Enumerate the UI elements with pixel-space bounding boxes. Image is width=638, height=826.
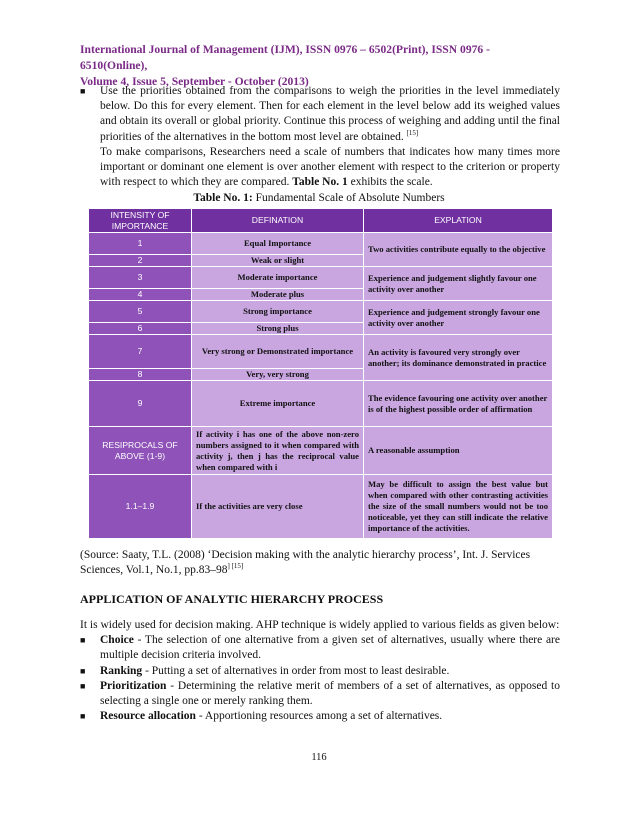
definition-cell: Very, very strong xyxy=(192,369,364,381)
list-item xyxy=(80,633,560,663)
list-item-description: - Apportioning resources among a set of alternatives. xyxy=(198,710,443,723)
journal-header xyxy=(80,42,560,90)
explanation-cell: An activity is favoured very strongly over another; its dominance demonstrated in practice xyxy=(364,335,553,381)
list-item-description: - Determining the relative merit of members of a set of alternatives, as opposed to selecting a single one or merely ranking them. xyxy=(100,679,560,708)
table-row xyxy=(89,427,553,475)
intensity-cell: 6 xyxy=(89,323,192,335)
intensity-cell: 1.1–1.9 xyxy=(89,475,192,539)
definition-cell: If the activities are very close xyxy=(192,475,364,539)
citation-ref: ] [15] xyxy=(227,562,244,571)
list-item xyxy=(80,709,560,724)
explanation-cell: May be difficult to assign the best value but when compared with other contrasting activities the size of the small numbers would not be too noticeable, yet they can still indicate the relative importance of the activities. xyxy=(364,475,553,539)
intro-block xyxy=(80,84,560,190)
intensity-cell: 3 xyxy=(89,267,192,289)
intensity-cell: RESIPROCALS OF ABOVE (1-9) xyxy=(89,427,192,475)
journal-header-line-1: International Journal of Management (IJM), ISSN 0976 – 6502(Print), ISSN 0976 - 6510(Online), xyxy=(80,43,490,72)
definition-cell: Extreme importance xyxy=(192,381,364,427)
table-row xyxy=(89,233,553,255)
list-item-term: Ranking xyxy=(100,664,143,677)
definition-cell: If activity i has one of the above non-zero numbers assigned to it when compared with activity j, then j has the reciprocal value when compared with i xyxy=(192,427,364,475)
definition-cell: Moderate plus xyxy=(192,289,364,301)
intensity-cell: 5 xyxy=(89,301,192,323)
explanation-cell: Two activities contribute equally to the objective xyxy=(364,233,553,267)
explanation-cell: A reasonable assumption xyxy=(364,427,553,475)
list-item-term: Choice xyxy=(100,634,134,647)
list-item-description: - The selection of one alternative from a given set of alternatives, usually where there are multiple decision criteria involved. xyxy=(100,634,560,662)
intensity-cell: 9 xyxy=(89,381,192,427)
table-row xyxy=(89,267,553,289)
intensity-cell: 2 xyxy=(89,255,192,267)
table-header-explanation: EXPLATION xyxy=(364,209,553,233)
application-section xyxy=(80,618,560,724)
square-bullet-icon: ■ xyxy=(80,665,86,676)
intensity-cell: 7 xyxy=(89,335,192,369)
list-item-description: - Putting a set of alternatives in order from most to least desirable. xyxy=(145,664,450,677)
definition-cell: Strong importance xyxy=(192,301,364,323)
definition-cell: Very strong or Demonstrated importance xyxy=(192,335,364,369)
intensity-cell: 1 xyxy=(89,233,192,255)
section-intro-paragraph: It is widely used for decision making. AHP technique is widely applied to various fields as given below: xyxy=(80,619,560,631)
explanation-cell: Experience and judgement strongly favour one activity over another xyxy=(364,301,553,335)
table-header-row xyxy=(89,209,553,233)
explanation-cell: The evidence favouring one activity over another is of the highest possible order of affirmation xyxy=(364,381,553,427)
list-item-term: Resource allocation xyxy=(100,710,196,723)
intro-follow-paragraph: To make comparisons, Researchers need a scale of numbers that indicates how many times more important or dominant one element is over another element with respect to the criterion or property with respect to which they are compared. Table No. 1 exhibits the scale. xyxy=(100,145,560,189)
square-bullet-icon: ■ xyxy=(80,680,86,691)
table-row xyxy=(89,335,553,369)
explanation-cell: Experience and judgement slightly favour one activity over another xyxy=(364,267,553,301)
table-row xyxy=(89,381,553,427)
intensity-cell: 4 xyxy=(89,289,192,301)
list-item xyxy=(80,664,560,679)
list-item-term: Prioritization xyxy=(100,679,167,692)
table-row xyxy=(89,301,553,323)
definition-cell: Moderate importance xyxy=(192,267,364,289)
intensity-cell: 8 xyxy=(89,369,192,381)
journal-header-line-2: Volume 4, Issue 5, September - October (2013) xyxy=(80,75,309,88)
table-caption: Table No. 1: Fundamental Scale of Absolute Numbers xyxy=(193,192,445,204)
square-bullet-icon: ■ xyxy=(80,635,86,646)
table-row xyxy=(89,475,553,539)
definition-cell: Weak or slight xyxy=(192,255,364,267)
fundamental-scale-table xyxy=(88,208,553,539)
definition-cell: Strong plus xyxy=(192,323,364,335)
citation-ref: [15] xyxy=(406,128,419,137)
definition-cell: Equal Importance xyxy=(192,233,364,255)
page-number: 116 xyxy=(311,752,327,763)
list-item xyxy=(80,679,560,709)
square-bullet-icon: ■ xyxy=(80,711,86,722)
list-item xyxy=(80,84,560,145)
table-header-definition: DEFINATION xyxy=(192,209,364,233)
table-reference: Table No. 1 xyxy=(292,176,348,189)
intro-bullet-text: Use the priorities obtained from the comparisons to weigh the priorities in the level immediately below. Do this for every element. Then for each element in the level below add its weighed values and obtain its overall or global priority. Continue this process of weighing and adding until the final priorities of the alternatives in the bottom most level are obtained. xyxy=(100,85,560,143)
table-header-intensity: INTENSITY OF IMPORTANCE xyxy=(89,209,192,233)
section-heading: APPLICATION OF ANALYTIC HIERARCHY PROCESS xyxy=(80,592,384,606)
square-bullet-icon: ■ xyxy=(80,86,86,96)
table-source-note: (Source: Saaty, T.L. (2008) ‘Decision making with the analytic hierarchy process’, Int. J. Services Sciences, Vol.1, No.1, $pp.83-98^{] [15]}$ xyxy=(80,549,531,576)
